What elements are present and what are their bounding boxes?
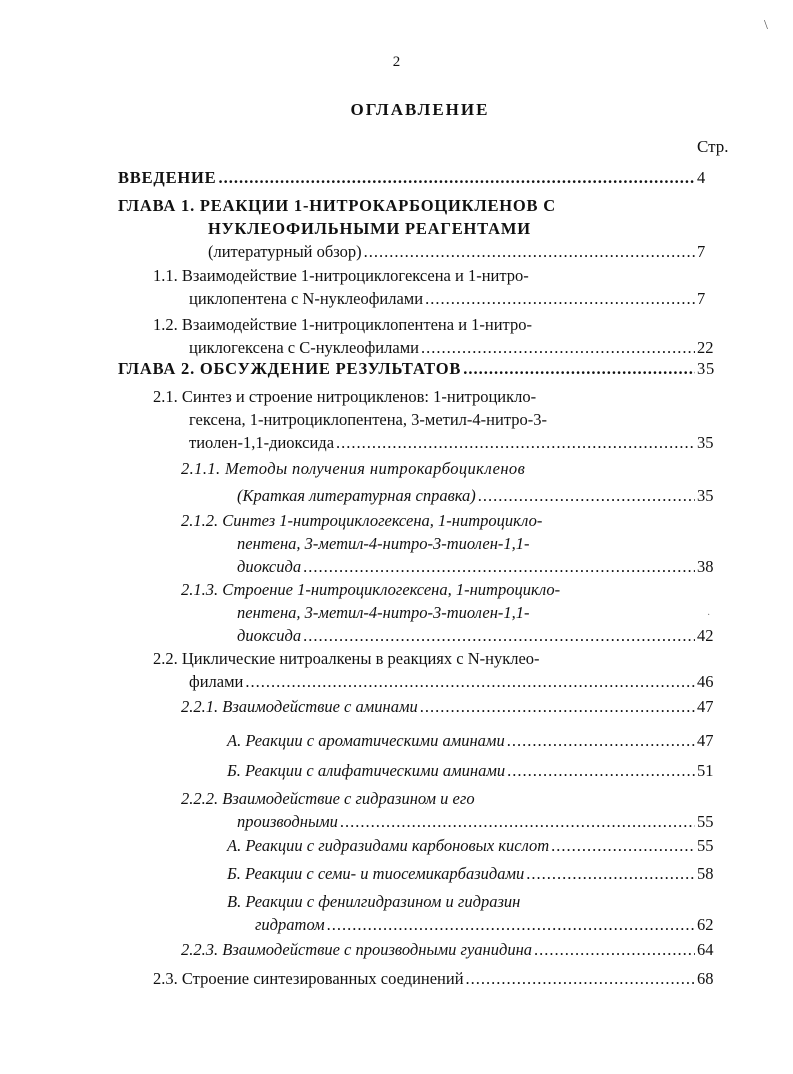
dot-leader: [340, 810, 695, 833]
scan-speck: ·: [707, 610, 711, 621]
toc-page-number: 55: [697, 836, 714, 855]
toc-entry-chapter-1[interactable]: [118, 194, 737, 263]
dot-leader: [245, 670, 695, 693]
toc-page-number: 4: [697, 168, 707, 187]
toc-entry-2-2-2-a[interactable]: [227, 834, 737, 857]
toc-entry-intro[interactable]: [118, 166, 737, 189]
dot-leader: [466, 967, 695, 990]
dot-leader: [526, 862, 695, 885]
toc-entry-2-1-2[interactable]: [181, 509, 737, 578]
toc-entry-1-2[interactable]: [153, 313, 737, 359]
toc-entry-line: 2.1.2. Синтез 1-нитроциклогексена, 1-нитроцикло-: [181, 511, 543, 530]
toc-entry-2-2-2-b[interactable]: [227, 862, 737, 885]
toc-entry-line: 2.1. Синтез и строение нитроцикленов: 1-нитроцикло-: [153, 387, 537, 406]
toc-entry-line: 1.1. Взаимодействие 1-нитроциклогексена и 1-нитро-: [153, 266, 529, 285]
toc-entry-2-2-1-b[interactable]: [227, 759, 737, 782]
toc-page-number: 42: [697, 626, 714, 645]
toc-page-number: 7: [697, 242, 706, 261]
toc-entry-text: диоксида: [237, 557, 302, 576]
page-column-label: Стр.: [697, 137, 729, 156]
corner-mark: \: [764, 18, 768, 33]
toc-entry-text: А. Реакции с ароматическими аминами: [227, 731, 505, 750]
toc-entry-line: 2.2. Циклические нитроалкены в реакциях с N-нуклео-: [153, 649, 540, 668]
page-title: ОГЛАВЛЕНИЕ: [350, 100, 490, 119]
toc-entry-text: ВВЕДЕНИЕ: [118, 168, 217, 187]
toc-entry-text: 2.2.3. Взаимодействие с производными гуанидина: [181, 940, 533, 959]
toc-entry-2-1[interactable]: [153, 385, 737, 454]
dot-leader: [425, 287, 695, 310]
dot-leader: [507, 759, 695, 782]
dot-leader: [364, 240, 695, 263]
toc-page-number: 35: [697, 433, 714, 452]
toc-entry-text: производными: [237, 812, 338, 831]
toc-entry-2-1-3[interactable]: [181, 578, 737, 647]
toc-entry-text: Б. Реакции с алифатическими аминами: [227, 761, 506, 780]
dot-leader: [534, 938, 695, 961]
toc-entry-text: гидратом: [255, 915, 325, 934]
page-number: 2: [392, 54, 401, 70]
toc-entry-2-2-1-a[interactable]: [227, 729, 737, 752]
toc-entry-1-1[interactable]: [153, 264, 737, 310]
dot-leader: [551, 834, 695, 857]
dot-leader: [420, 695, 695, 718]
toc-page-number: 7: [697, 289, 706, 308]
toc-page-number: 64: [697, 940, 714, 959]
dot-leader: [303, 555, 695, 578]
toc-page-number: 47: [697, 697, 714, 716]
dot-leader: [218, 166, 695, 189]
dot-leader: [507, 729, 695, 752]
toc-entry-2-1-1[interactable]: [181, 457, 737, 507]
toc-entry-text: 2.3. Строение синтезированных соединений: [153, 969, 464, 988]
toc-entry-line: 1.2. Взаимодействие 1-нитроциклопентена и 1-нитро-: [153, 315, 532, 334]
toc-page-number: 46: [697, 672, 714, 691]
toc-entry-text: диоксида: [237, 626, 302, 645]
toc-entry-line: ГЛАВА 1. РЕАКЦИИ 1-НИТРОКАРБОЦИКЛЕНОВ С: [118, 196, 556, 215]
dot-leader: [303, 624, 695, 647]
toc-entry-text: тиолен-1,1-диоксида: [189, 433, 335, 452]
dot-leader: [463, 357, 695, 380]
toc-entry-text: 2.2.1. Взаимодействие с аминами: [181, 697, 418, 716]
toc-entry-line: пентена, 3-метил-4-нитро-3-тиолен-1,1-: [237, 534, 530, 553]
toc-entry-line: пентена, 3-метил-4-нитро-3-тиолен-1,1-: [237, 603, 530, 622]
dot-leader: [336, 431, 695, 454]
toc-page-number: 38: [697, 557, 714, 576]
toc-page-number: 55: [697, 812, 714, 831]
toc-page-number: 68: [697, 969, 714, 988]
toc-page-number: 51: [697, 761, 714, 780]
toc-entry-2-2-3[interactable]: [181, 938, 737, 961]
toc-entry-text: ГЛАВА 2. ОБСУЖДЕНИЕ РЕЗУЛЬТАТОВ: [118, 359, 462, 378]
toc-entry-line: 2.1.3. Строение 1-нитроциклогексена, 1-нитроцикло-: [181, 580, 561, 599]
toc-entry-line: 2.1.1. Методы получения нитрокарбоцикленов: [181, 459, 526, 478]
toc-page-number: 35: [697, 486, 714, 505]
toc-entry-2-2-1[interactable]: [181, 695, 737, 718]
toc-page-number: 22: [697, 338, 714, 357]
toc-entry-2-2-2-c[interactable]: [227, 890, 737, 936]
toc-page-number: 35: [697, 359, 716, 378]
toc-entry-text: филами: [189, 672, 244, 691]
dot-leader: [421, 336, 695, 359]
toc-page-number: 58: [697, 864, 714, 883]
toc-entry-2-2-2[interactable]: [181, 787, 737, 833]
toc-entry-text: (литературный обзор): [208, 242, 362, 261]
toc-entry-chapter-2[interactable]: [118, 357, 737, 380]
toc-entry-line: гексена, 1-нитроциклопентена, 3-метил-4-нитро-3-: [189, 410, 547, 429]
dot-leader: [327, 913, 695, 936]
dot-leader: [478, 484, 695, 507]
toc-entry-text: А. Реакции с гидразидами карбоновых кислот: [227, 836, 550, 855]
toc-page-number: 47: [697, 731, 714, 750]
toc-entry-text: Б. Реакции с семи- и тиосемикарбазидами: [227, 864, 525, 883]
toc-entry-line: НУКЛЕОФИЛЬНЫМИ РЕАГЕНТАМИ: [208, 219, 531, 238]
toc-entry-text: циклогексена с C-нуклеофилами: [189, 338, 419, 357]
toc-entry-2-3[interactable]: [153, 967, 737, 990]
toc-entry-line: В. Реакции с фенилгидразином и гидразин: [227, 892, 521, 911]
toc-entry-text: циклопентена с N-нуклеофилами: [189, 289, 424, 308]
toc-entry-line: 2.2.2. Взаимодействие с гидразином и его: [181, 789, 475, 808]
toc-entry-text: (Краткая литературная справка): [237, 486, 476, 505]
toc-page-number: 62: [697, 915, 714, 934]
toc-entry-2-2[interactable]: [153, 647, 737, 693]
